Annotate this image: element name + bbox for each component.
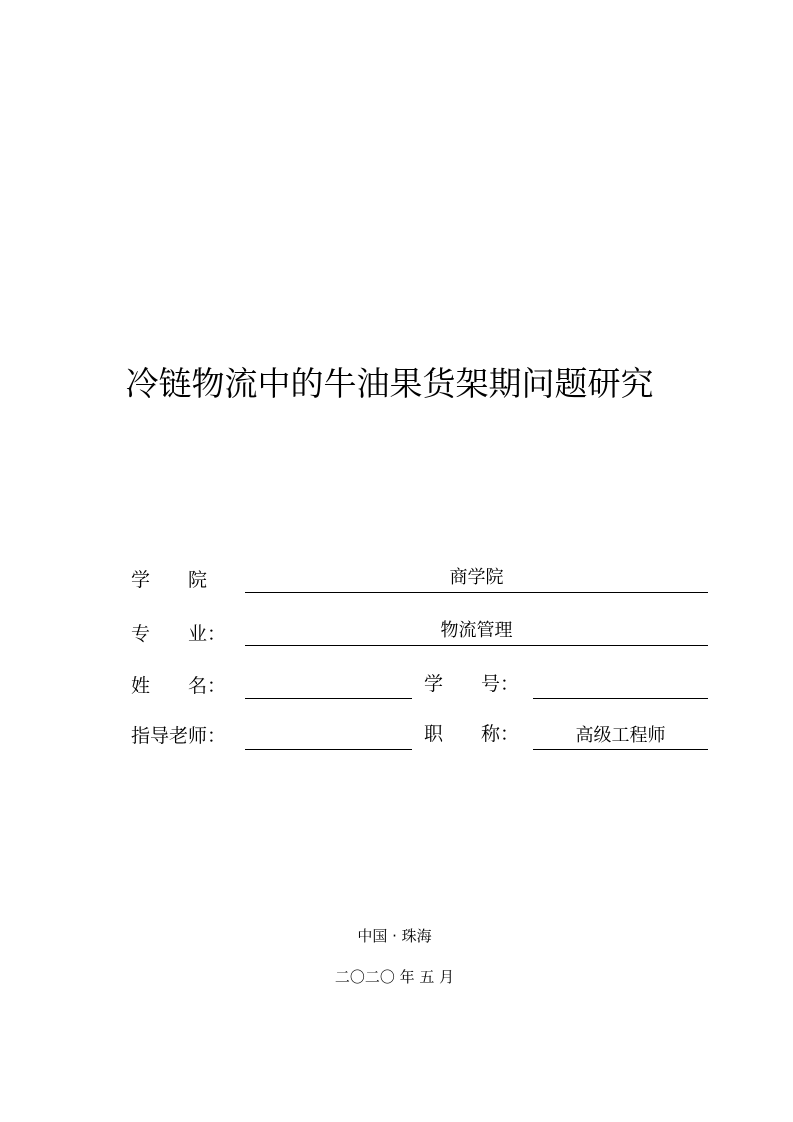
major-value: 物流管理 bbox=[440, 620, 513, 641]
advisor-underline bbox=[245, 749, 412, 750]
college-label: 学 院 bbox=[131, 569, 208, 591]
major-label: 专 业： bbox=[131, 623, 227, 645]
name-label: 姓 名： bbox=[131, 675, 227, 697]
footer-place: 中国 · 珠海 bbox=[357, 927, 432, 945]
student-id-label: 学 号： bbox=[424, 673, 520, 695]
title-rank-value: 高级工程师 bbox=[575, 725, 666, 746]
college-underline bbox=[245, 592, 708, 593]
title-rank-underline bbox=[533, 749, 708, 750]
thesis-title: 冷链物流中的牛油果货架期问题研究 bbox=[125, 364, 654, 403]
advisor-label: 指导老师： bbox=[131, 725, 227, 747]
name-underline bbox=[245, 698, 412, 699]
title-rank-label: 职 称： bbox=[424, 723, 520, 745]
footer-date: 二〇二〇 年 五 月 bbox=[334, 968, 455, 986]
college-value: 商学院 bbox=[449, 567, 504, 588]
student-id-underline bbox=[533, 698, 708, 699]
major-underline bbox=[245, 645, 708, 646]
